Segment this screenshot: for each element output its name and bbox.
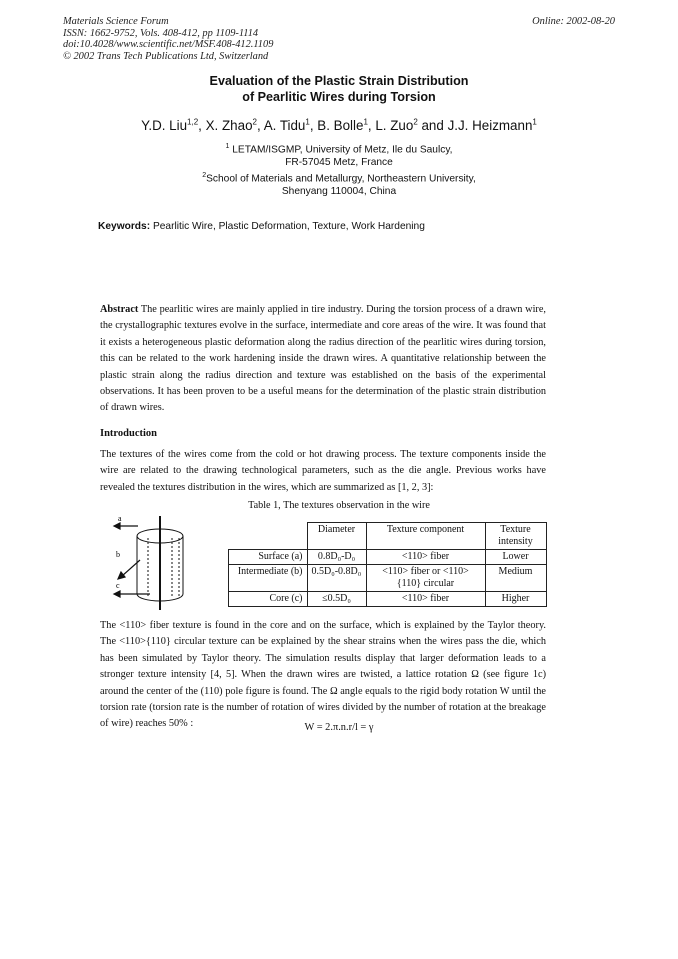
author: B. Bolle$^1$, (317, 118, 376, 134)
table-row (229, 550, 547, 565)
abstract-label: Abstract (100, 304, 139, 315)
torsion-equation: W = 2.π.n.r/l = γ (304, 722, 374, 733)
table-row-label: Core (c) (229, 592, 308, 607)
keywords-label: Keywords: (98, 221, 151, 232)
table-cell: <110> fiber (366, 550, 485, 565)
copyright-line: © 2002 Trans Tech Publications Ltd, Switzerland (63, 50, 269, 62)
table-corner-cell (229, 523, 308, 550)
author: J.J. Heizmann$^1$ (447, 118, 537, 134)
title-line-2: of Pearlitic Wires during Torsion (242, 90, 436, 104)
issn-line: ISSN: 1662-9752, Vols. 408-412, pp 1109-1114 (63, 27, 259, 39)
journal-name: Materials Science Forum (63, 16, 169, 27)
author: Y.D. Liu$^{1,2}$, (141, 118, 206, 134)
arrow-b-head (118, 572, 125, 579)
affiliation-2: $^2$School of Materials and Metallurgy, Northeastern University, Shenyang 110004, China (202, 172, 476, 197)
abstract-text: The pearlitic wires are mainly applied in tire industry. During the torsion process of a drawn wire, the crystallographic textures evolve in the surface, intermediate and core areas of the wire. It was found that it exists a heterogeneous plastic deformation along the radius direction of the pearlitic wires during torsion, this can be related to the work hardening inside the drawn wires. A quantitative relationship between the plastic strain along the radius direction and texture was established on the basis of the experimental observations. It has been proven to be a useful means for the determination of the plastic strain distribution of drawn wires. (100, 304, 547, 414)
publication-info (63, 16, 273, 62)
figure-label-c: c (116, 581, 120, 590)
figure-label-a: a (118, 514, 122, 523)
table-row (229, 565, 547, 592)
wire-cross-section-figure (110, 514, 210, 614)
table-cell: Higher (485, 592, 546, 607)
paper-title (0, 73, 678, 105)
table-header-cell: Texture component (366, 523, 485, 550)
table-header-cell: Diameter (307, 523, 366, 550)
doi-link[interactable]: doi:10.4028/www.scientific.net/MSF.408-412.1109 (63, 39, 274, 50)
table-cell: 0.5D₀-0.8D₀ (307, 565, 366, 592)
keywords-text: Pearlitic Wire, Plastic Deformation, Texture, Work Hardening (152, 221, 425, 232)
introduction-heading: Introduction (100, 428, 157, 439)
table-row (229, 592, 547, 607)
arrow-a-head (114, 523, 120, 529)
author: X. Zhao$^2$, (205, 118, 264, 134)
figure-label-b: b (116, 550, 120, 559)
table-cell: 0.8D₀-D₀ (307, 550, 366, 565)
introduction-paragraph-2: The <110> fiber texture is found in the core and on the surface, which is explained by the Taylor theory. The <110>{110} circular texture can be explained by the shear strains when the wires pass the die, which has been simulated by Taylor theory. The simulation results display that larger deformation leads to a stronger texture intensity [4, 5]. When the drawn wires are twisted, a lattice rotation Ω (see figure 1c) around the center of the (110) pole figure is found. The Ω angle equals to the rigid body rotation W until the torsion rate (torsion rate is the number of rotation of wires divided by the number of rotation at the breakage of wire) reaches 50% : (100, 620, 546, 730)
table-row-label: Surface (a) (229, 550, 308, 565)
title-line-1: Evaluation of the Plastic Strain Distribution (209, 74, 469, 88)
table-cell: <110> fiber (366, 592, 485, 607)
online-date: Online: 2002-08-20 (532, 16, 615, 27)
arrow-c-head (114, 591, 120, 597)
table-cell: Medium (485, 565, 546, 592)
texture-table (228, 522, 547, 607)
table-cell: Lower (485, 550, 546, 565)
table-cell: ≤0.5D₀ (307, 592, 366, 607)
author: A. Tidu$^1$, (263, 118, 318, 134)
author: L. Zuo$^2$ and (375, 118, 448, 134)
introduction-paragraph-1: The textures of the wires come from the cold or hot drawing process. The texture components inside the wire are related to the drawing technological parameters, such as the die angle. Previous works have revealed the textures distribution in the wires, which are summarized as [1, 2, 3]: (100, 449, 546, 493)
table-caption: Table 1, The textures observation in the wire (248, 500, 430, 511)
table-header-row (229, 523, 547, 550)
affiliation-1: $^1$ LETAM/ISGMP, University of Metz, Ile du Saulcy, FR-57045 Metz, France (225, 143, 453, 168)
table-header-cell: Texture intensity (485, 523, 546, 550)
keywords (98, 221, 425, 232)
author-list (0, 118, 678, 133)
table-cell: <110> fiber or <110>{110} circular (366, 565, 485, 592)
table-row-label: Intermediate (b) (229, 565, 308, 592)
abstract (100, 302, 546, 417)
